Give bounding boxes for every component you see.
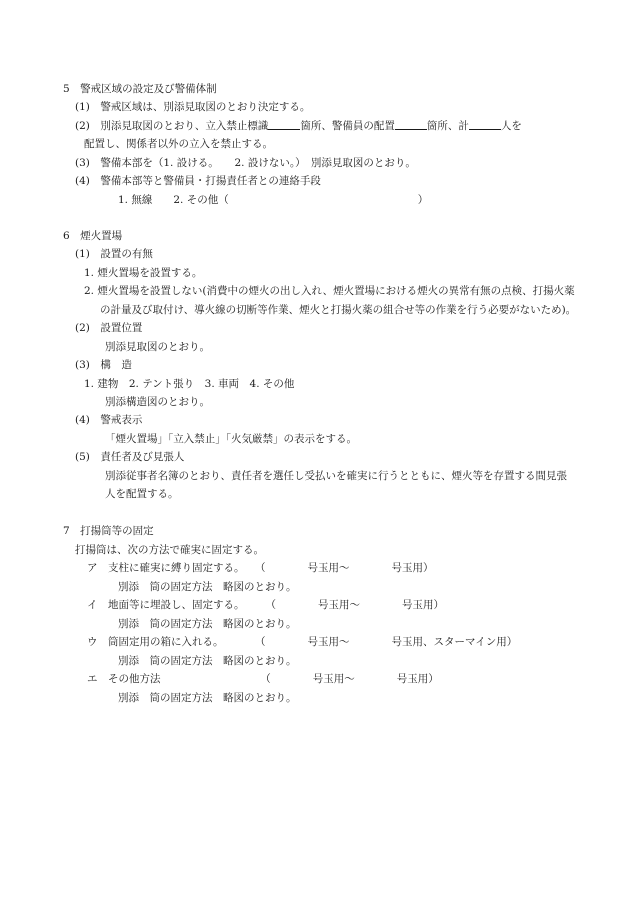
section-6-item-3-options: 1. 建物 2. テント張り 3. 車両 4. その他: [84, 378, 295, 390]
blank-line: [268, 119, 300, 130]
section-5-item-3: (3) 警備本部を（1. 設ける。 2. 設けない。） 別添見取図のとおり。: [75, 157, 416, 169]
section-7-method-a: ア 支柱に確実に縛り固定する。 （ 号玉用〜 号玉用）: [87, 562, 434, 574]
item-2-text-d: 人を: [500, 120, 522, 132]
item-2-text-c: 箇所、計: [426, 120, 469, 132]
section-7-method-d: エ その他方法 （ 号玉用〜 号玉用）: [87, 673, 439, 685]
blank-line: [395, 119, 427, 130]
section-6-item-5-text: 別添従事者名簿のとおり、責任者を選任し受払いを確実に行うとともに、煙火等を存置する間見張: [105, 470, 567, 482]
blank-line: [469, 119, 501, 130]
section-7-method-b-note: 別添 筒の固定方法 略図のとおり。: [118, 618, 297, 630]
section-6-item-1-opt-2-cont: の計量及び取付け、導火線の切断等作業、煙火と打揚火薬の組合せ等の作業を行う必要がないため)。: [100, 304, 577, 316]
section-6-item-1-opt-1: 1. 煙火置場を設置する。: [84, 267, 203, 279]
section-6-item-2-text: 別添見取図のとおり。: [105, 341, 210, 353]
section-5-item-4-options: 1. 無線 2. その他（ ）: [118, 194, 429, 206]
section-7-method-c-note: 別添 筒の固定方法 略図のとおり。: [118, 655, 297, 667]
section-6-item-2: (2) 設置位置: [75, 322, 143, 334]
item-2-text-a: (2) 別添見取図のとおり、立入禁止標識: [75, 120, 269, 132]
section-6-item-4-text: 「煙火置場」「立入禁止」「火気厳禁」の表示をする。: [105, 433, 357, 445]
section-6-item-3-text: 別添構造図のとおり。: [105, 396, 210, 408]
section-5-item-4: (4) 警備本部等と警備員・打揚責任者との連絡手段: [75, 175, 321, 187]
section-7-method-d-note: 別添 筒の固定方法 略図のとおり。: [118, 692, 297, 704]
section-5-item-2: [75, 119, 522, 133]
section-6-item-3: (3) 構 造: [75, 359, 132, 371]
section-7-method-c: ウ 筒固定用の箱に入れる。 （ 号玉用〜 号玉用、スターマイン用）: [87, 636, 518, 648]
section-5-heading: 5 警戒区域の設定及び警備体制: [63, 83, 217, 95]
section-7-intro: 打揚筒は、次の方法で確実に固定する。: [75, 544, 264, 556]
item-2-text-b: 箇所、警備員の配置: [300, 120, 395, 132]
section-5-item-2-cont: 配置し、関係者以外の立入を禁止する。: [84, 138, 273, 150]
section-7-heading: 7 打揚筒等の固定: [63, 525, 154, 537]
section-6-item-4: (4) 警戒表示: [75, 414, 143, 426]
section-6-item-5: (5) 責任者及び見張人: [75, 451, 185, 463]
section-7-method-a-note: 別添 筒の固定方法 略図のとおり。: [118, 581, 297, 593]
section-6-item-1-opt-2: 2. 煙火置場を設置しない(消費中の煙火の出し入れ、煙火置場における煙火の異常有無の点検、打揚火薬: [84, 285, 575, 297]
section-6-item-5-text-cont: 人を配置する。: [105, 488, 179, 500]
section-5-item-1: (1) 警戒区域は、別添見取図のとおり決定する。: [75, 101, 311, 113]
section-7-method-b: イ 地面等に埋設し、固定する。 （ 号玉用〜 号玉用）: [87, 599, 444, 611]
section-6-item-1: (1) 設置の有無: [75, 248, 153, 260]
section-6-heading: 6 煙火置場: [63, 230, 123, 242]
